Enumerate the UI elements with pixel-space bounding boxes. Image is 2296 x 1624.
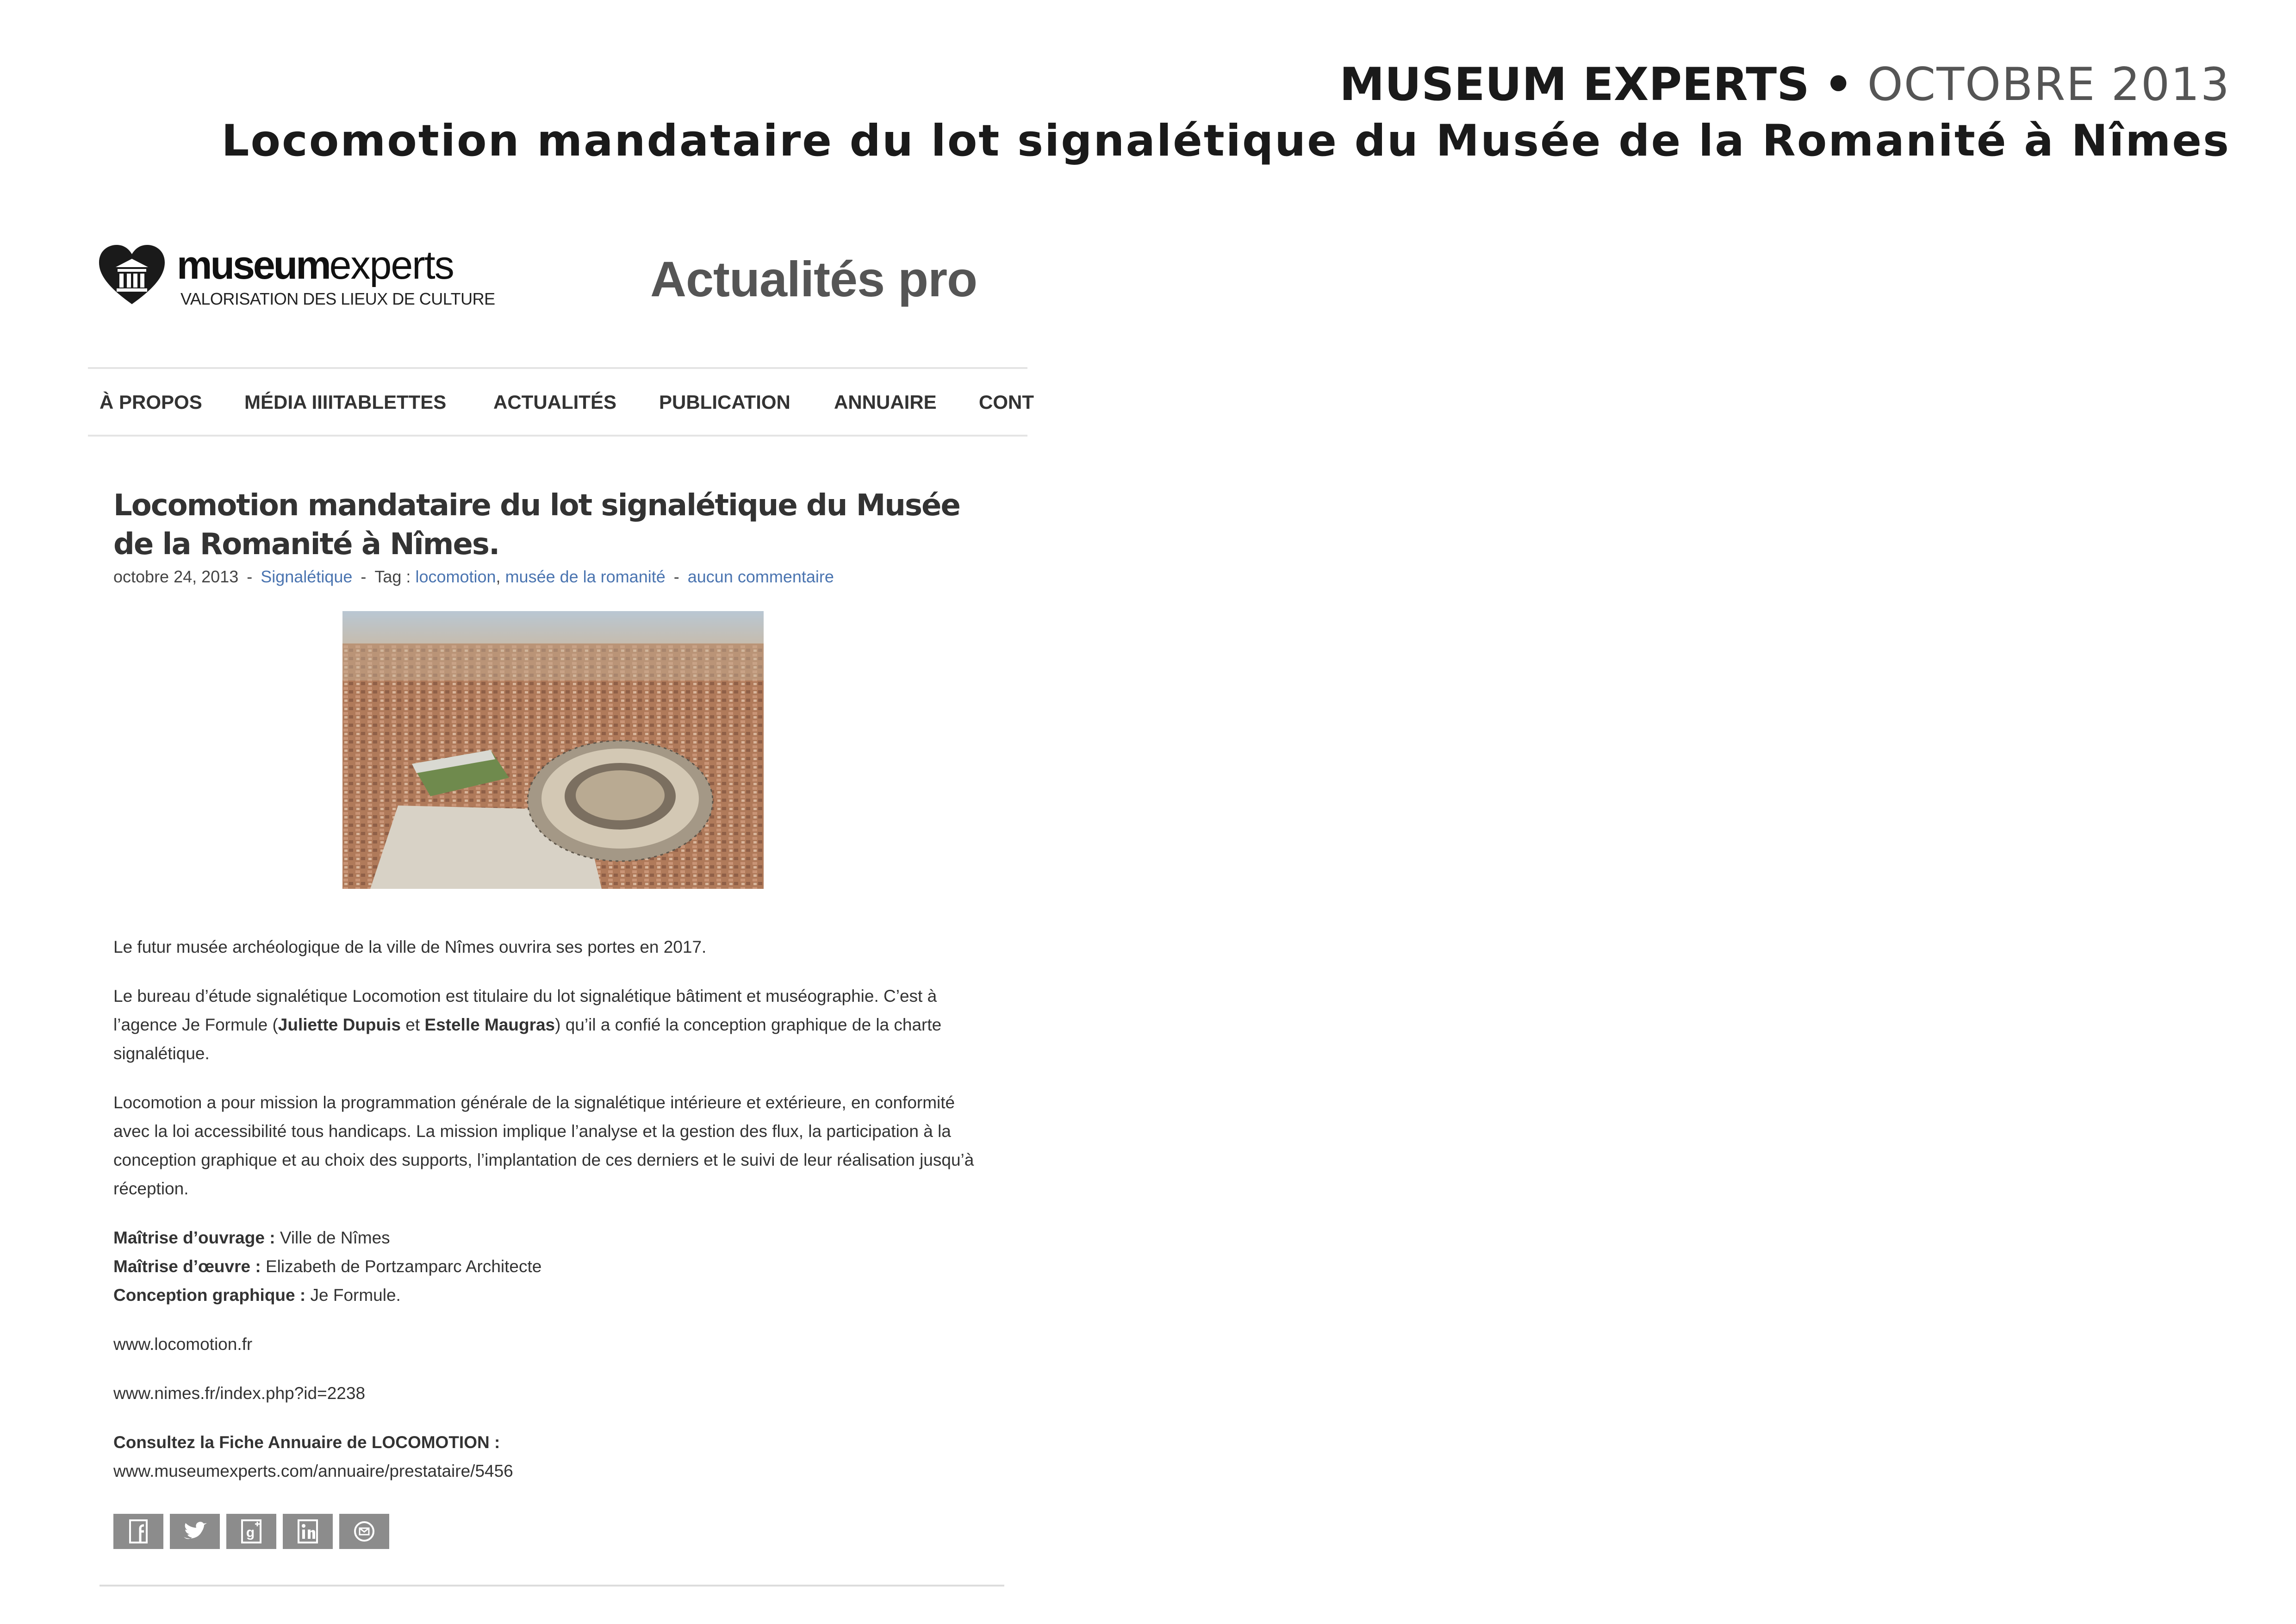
linkedin-icon	[283, 1514, 333, 1549]
website-screenshot	[88, 222, 1034, 1593]
share-email-button[interactable]	[339, 1514, 389, 1549]
tag-link-locomotion[interactable]: locomotion	[415, 567, 496, 586]
bullet-separator: •	[1823, 58, 1853, 111]
twitter-icon	[170, 1514, 220, 1549]
article-date: octobre 24, 2013	[113, 567, 239, 586]
credit-value: Je Formule.	[310, 1286, 401, 1305]
share-buttons	[113, 1514, 396, 1549]
site-logo-wordmark[interactable]	[177, 244, 454, 286]
museum-heart-logo-icon	[97, 243, 167, 308]
nav-item-media-tablettes[interactable]: MÉDIA IIIITABLETTES	[244, 391, 447, 413]
nav-item-annuaire[interactable]: ANNUAIRE	[834, 391, 937, 413]
annuaire-block	[113, 1428, 993, 1486]
issue-date: OCTOBRE 2013	[1867, 58, 2230, 111]
paragraph-2	[113, 982, 993, 1068]
nav-item-contact[interactable]: CONT	[979, 391, 1034, 413]
credit-label: Maîtrise d’ouvrage :	[113, 1228, 280, 1247]
paragraph-2-text-b: ) qu’il a confié la conception graphique de la charte signalétique.	[113, 1015, 942, 1063]
share-twitter-button[interactable]	[170, 1514, 220, 1549]
logo-word-museum: museum	[177, 243, 330, 287]
comments-link[interactable]: aucun commentaire	[687, 567, 834, 586]
aerial-photo-nimes-arena	[342, 611, 764, 889]
credit-label: Maîtrise d’œuvre :	[113, 1257, 266, 1276]
person-juliette-dupuis: Juliette Dupuis	[278, 1015, 401, 1034]
credit-value: Ville de Nîmes	[280, 1228, 390, 1247]
bottom-divider	[100, 1585, 1004, 1587]
google-plus-icon	[226, 1514, 276, 1549]
credit-label: Conception graphique :	[113, 1286, 311, 1305]
credits	[113, 1224, 993, 1310]
paragraph-1: Le futur musée archéologique de la ville de Nîmes ouvrira ses portes en 2017.	[113, 937, 707, 956]
link-nimes[interactable]: www.nimes.fr/index.php?id=2238	[113, 1384, 366, 1403]
person-estelle-maugras: Estelle Maugras	[424, 1015, 555, 1034]
main-navigation	[88, 367, 1034, 437]
share-linkedin-button[interactable]	[283, 1514, 333, 1549]
annuaire-label: Consultez la Fiche Annuaire de LOCOMOTION :	[113, 1433, 500, 1452]
annuaire-link[interactable]: www.museumexperts.com/annuaire/prestataire/5456	[113, 1462, 513, 1480]
paragraph-2-et: et	[400, 1015, 425, 1034]
section-title: Actualités pro	[650, 251, 977, 307]
meta-separator: -	[361, 567, 367, 586]
paragraph-3: Locomotion a pour mission la programmation générale de la signalétique intérieure et extérieure, en conformité avec la loi accessibilité tous handicaps. La mission implique l’analyse et la gestion des flux, la participation à la conception graphique et au choix des supports, l’implantation de ces derniers et le suivi de leur réalisation jusqu’à réception.	[113, 1093, 974, 1198]
svg-text:g: g	[246, 1525, 255, 1540]
share-google-plus-button[interactable]	[226, 1514, 276, 1549]
paragraph-2-text-a: Le bureau d’étude signalétique Locomotion est titulaire du lot signalétique bâtiment et muséographie. C’est à l’agence Je Formule (	[113, 987, 937, 1034]
email-icon	[339, 1514, 389, 1549]
page-header-brand-line	[1339, 59, 2230, 110]
credit-value: Elizabeth de Portzamparc Architecte	[265, 1257, 542, 1276]
meta-separator: -	[673, 567, 679, 586]
link-locomotion[interactable]: www.locomotion.fr	[113, 1335, 253, 1354]
page-subtitle: Locomotion mandataire du lot signalétique du Musée de la Romanité à Nîmes	[221, 116, 2230, 166]
tag-link-musee-romanite[interactable]: musée de la romanité	[505, 567, 666, 586]
logo-word-experts: experts	[329, 243, 454, 287]
nav-item-publication[interactable]: PUBLICATION	[659, 391, 790, 413]
facebook-icon	[113, 1514, 163, 1549]
nav-item-actualites[interactable]: ACTUALITÉS	[493, 391, 616, 413]
brand-name: MUSEUM EXPERTS	[1339, 58, 1810, 111]
meta-separator: -	[247, 567, 253, 586]
category-link[interactable]: Signalétique	[261, 567, 353, 586]
logo-tagline: VALORISATION DES LIEUX DE CULTURE	[180, 289, 495, 308]
share-facebook-button[interactable]	[113, 1514, 163, 1549]
nav-item-a-propos[interactable]: À PROPOS	[100, 391, 202, 413]
tag-comma: ,	[496, 567, 505, 586]
tag-prefix: Tag :	[374, 567, 416, 586]
article-meta	[113, 567, 834, 587]
article-title: Locomotion mandataire du lot signalétique du Musée de la Romanité à Nîmes.	[113, 488, 960, 562]
article-body	[113, 933, 993, 1506]
